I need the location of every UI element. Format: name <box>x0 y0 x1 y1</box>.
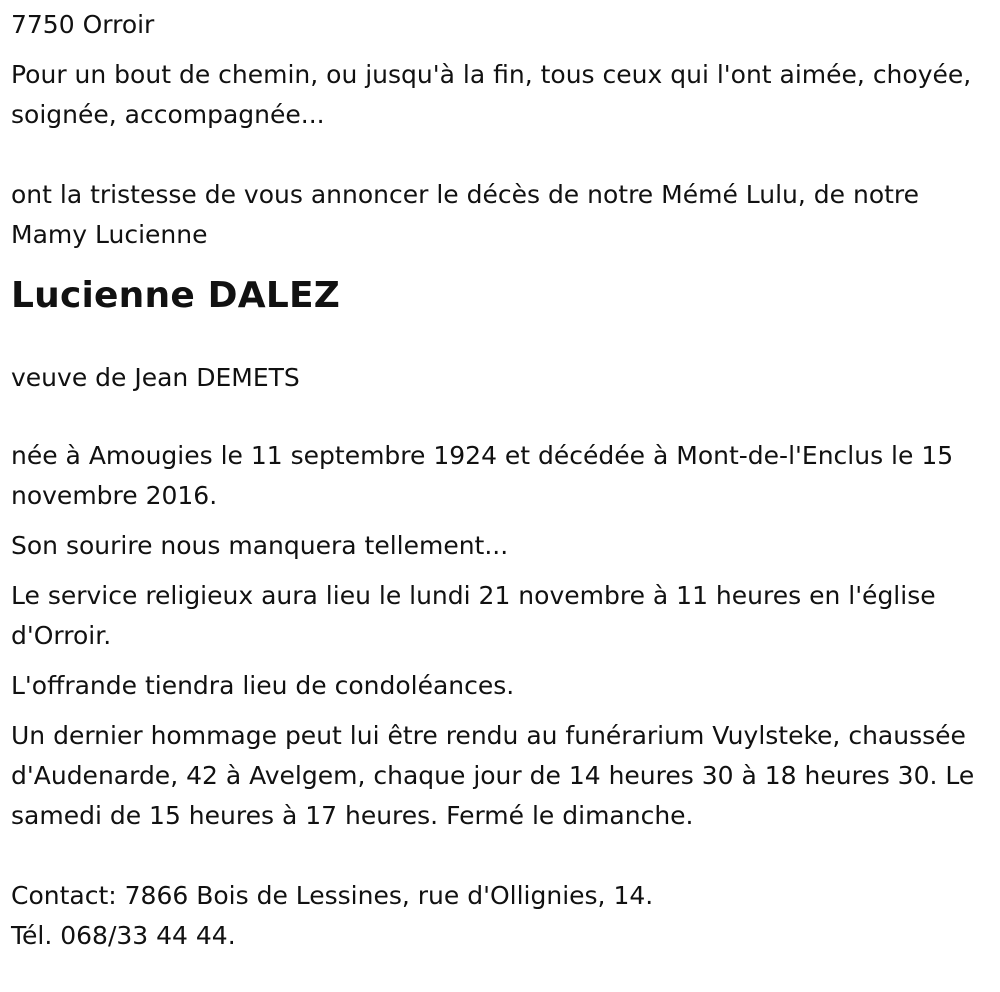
intro-text: Pour un bout de chemin, ou jusqu'à la fin, tous ceux qui l'ont aimée, choyée, soignée, accompagnée... <box>11 60 972 129</box>
location: 7750 Orroir <box>11 10 155 39</box>
contact-phone: Tél. 068/33 44 44. <box>11 921 236 950</box>
offering-text: L'offrande tiendra lieu de condoléances. <box>11 671 515 700</box>
widow-of: veuve de Jean DEMETS <box>11 363 300 392</box>
birth-death-text: née à Amougies le 11 septembre 1924 et décédée à Mont-de-l'Enclus le 15 novembre 2016. <box>11 441 954 510</box>
service-text: Le service religieux aura lieu le lundi 21 novembre à 11 heures en l'église d'Orroir. <box>11 581 936 650</box>
tribute-text: Un dernier hommage peut lui être rendu au funérarium Vuylsteke, chaussée d'Audenarde, 42 à Avelgem, chaque jour de 14 heures 30 à 18 heures 30. Le samedi de 15 heures à 17 heures. Fermé le dimanche. <box>11 721 975 830</box>
smile-text: Son sourire nous manquera tellement... <box>11 531 509 560</box>
spacer <box>11 135 986 175</box>
announcement-text: ont la tristesse de vous annoncer le décès de notre Mémé Lulu, de notre Mamy Lucienne <box>11 180 920 249</box>
contact-address: Contact: 7866 Bois de Lessines, rue d'Ollignies, 14. <box>11 881 654 910</box>
deceased-name: Lucienne DALEZ <box>11 275 341 316</box>
